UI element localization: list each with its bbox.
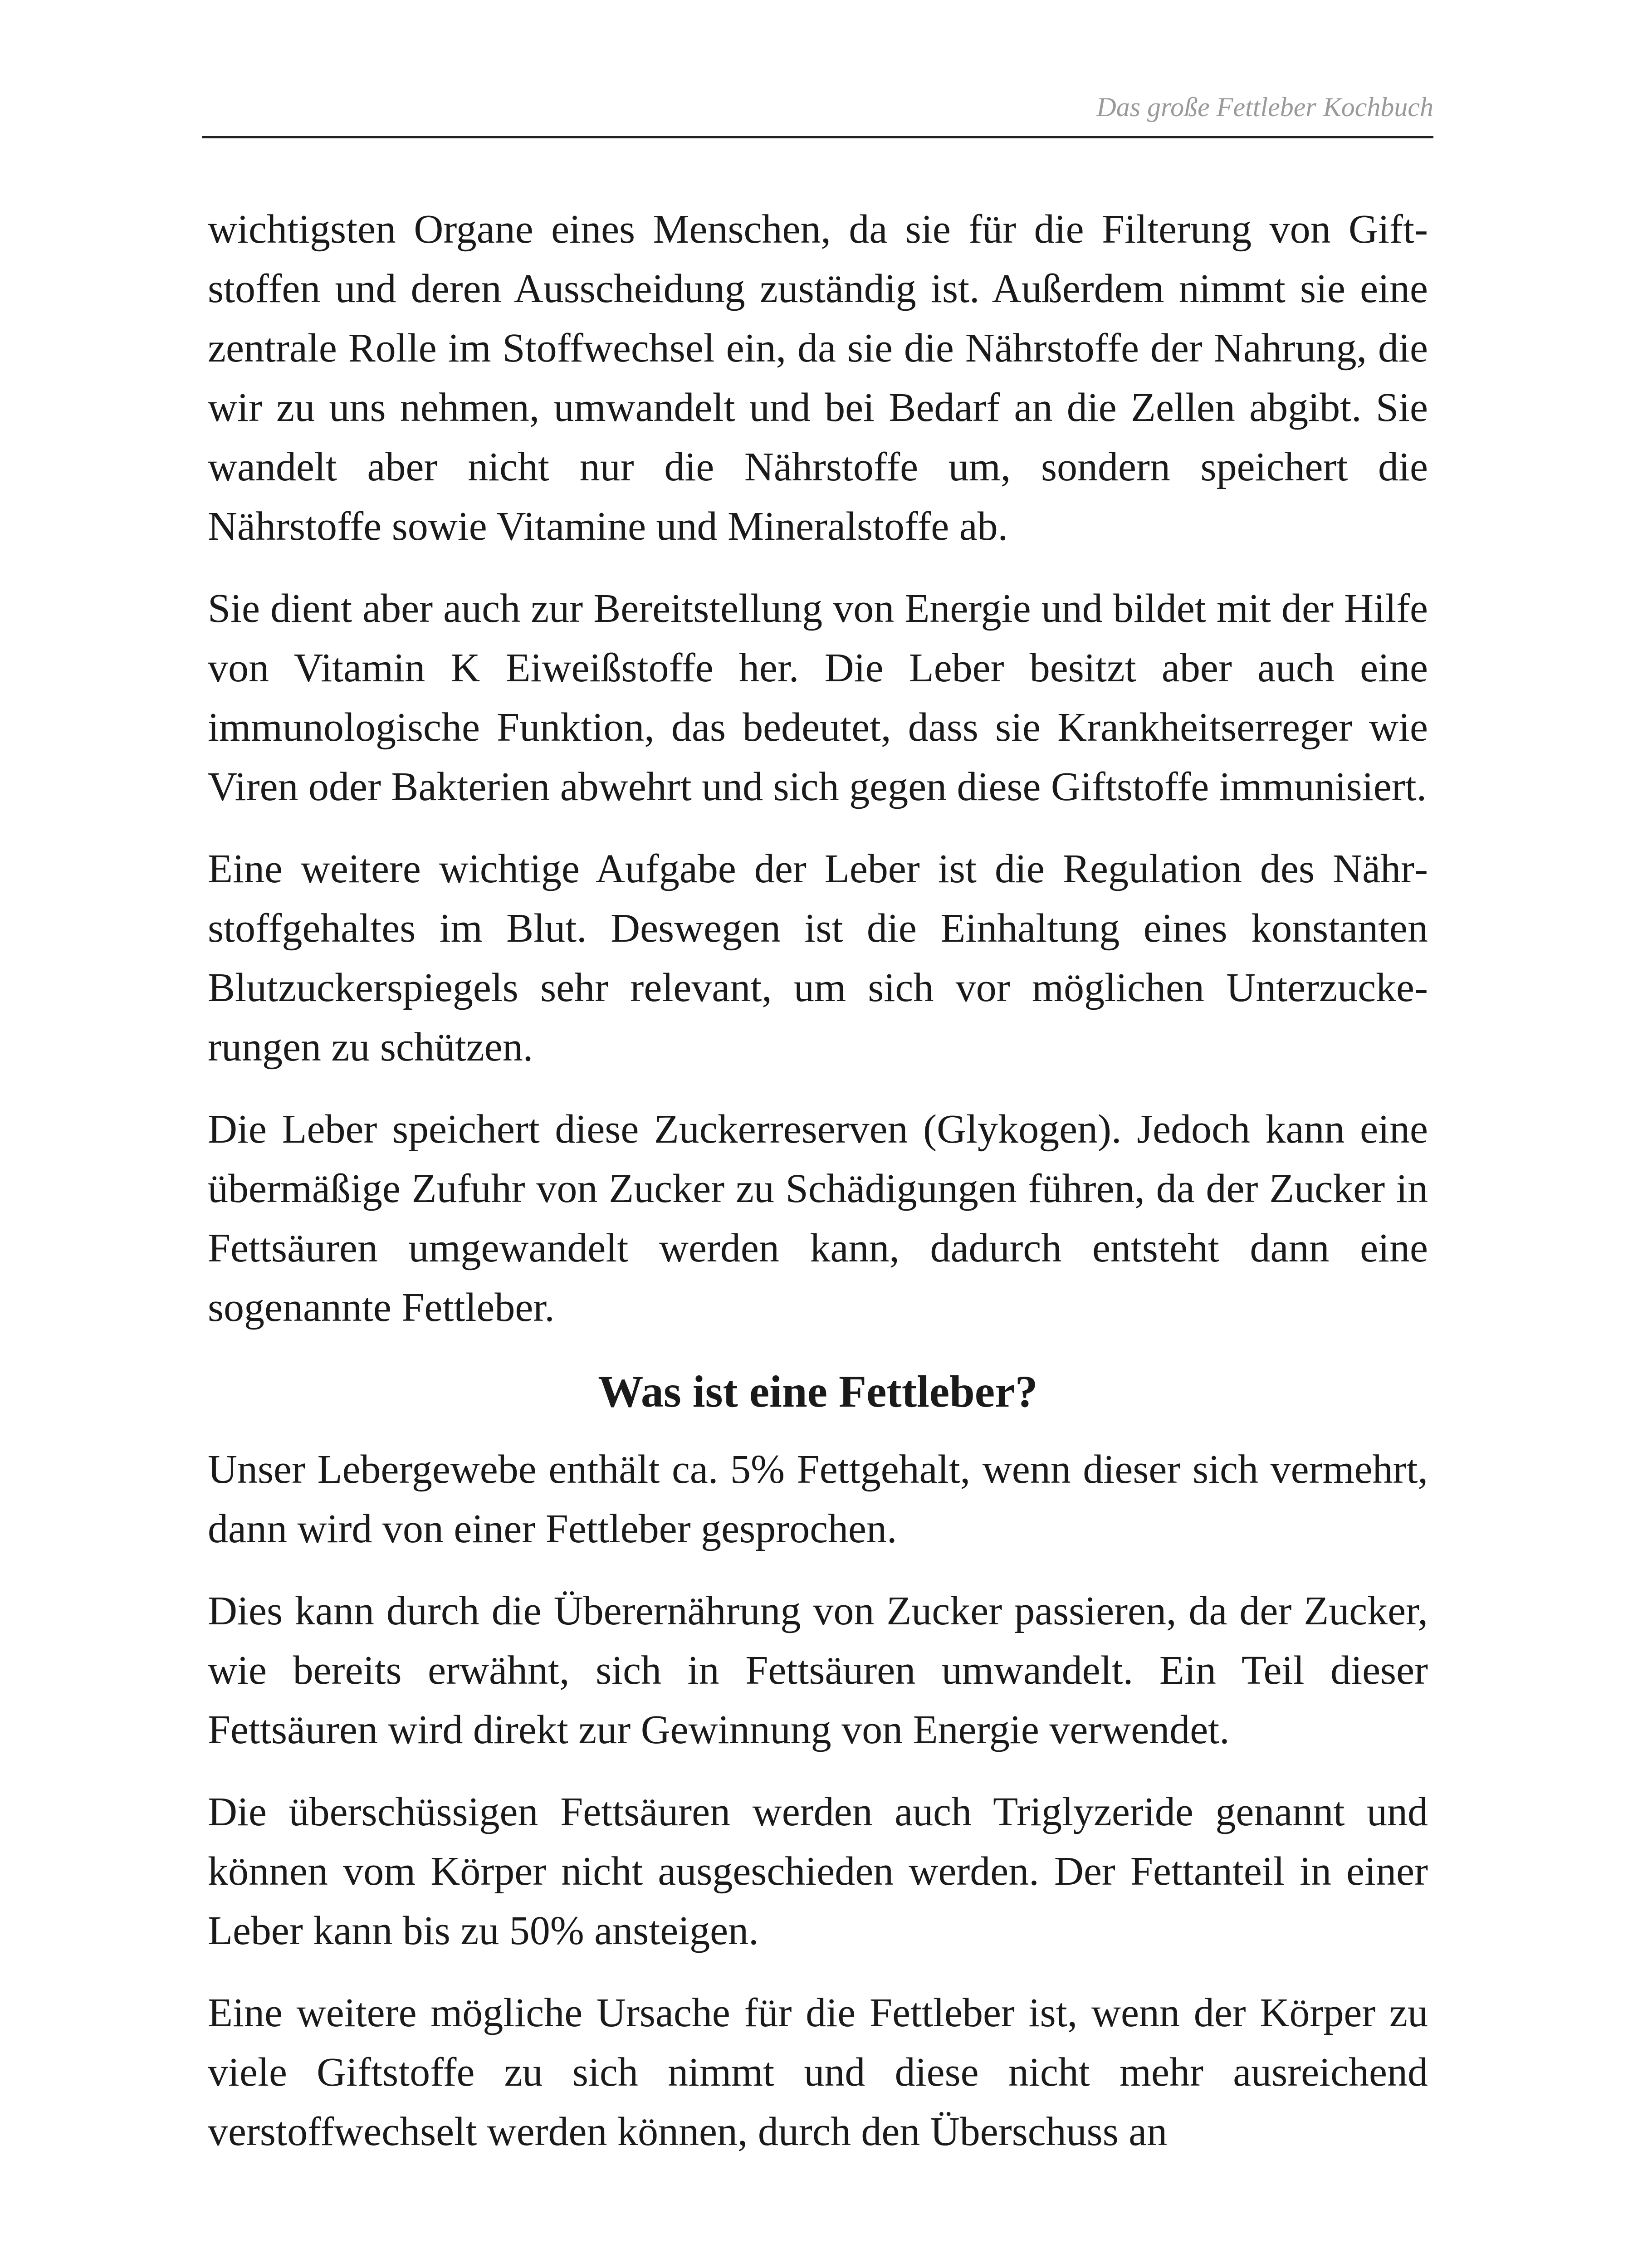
body-paragraph: Die Leber speichert diese Zuckerreserven (Glykogen). Jedoch kann eine übermäßige Zufuhr von Zucker zu Schädigungen führen, da der Zucker in Fettsäuren umgewandelt werden kann, dadurch entsteht dann eine sogenannte Fettleber. <box>208 1107 1428 1330</box>
running-header-title: Das große Fettleber Kochbuch <box>1096 92 1433 122</box>
body-paragraph: wichtigsten Organe eines Menschen, da sie für die Filterung von Giftstoffen und deren Ausscheidung zuständig ist. Außerdem nimmt sie eine zentrale Rolle im Stoffwechsel ein, da sie die Nährstoffe der Nahrung, die wir zu uns nehmen, umwandelt und bei Bedarf an die Zellen abgibt. Sie wandelt aber nicht nur die Nährstoffe um, sondern speichert die Nährstoffe sowie Vitamine und Mineralstoffe ab. <box>208 207 1428 549</box>
page-body <box>208 200 1428 2184</box>
header-rule <box>202 136 1433 138</box>
body-paragraph: Dies kann durch die Überernährung von Zucker passieren, da der Zucker, wie bereits erwähnt, sich in Fettsäuren umwandelt. Ein Teil dieser Fettsäuren wird direkt zur Gewinnung von Energie verwendet. <box>208 1589 1428 1752</box>
body-paragraph: Unser Lebergewebe enthält ca. 5% Fettgehalt, wenn dieser sich vermehrt, dann wird von einer Fettleber gesprochen. <box>208 1447 1428 1551</box>
body-paragraph: Die überschüssigen Fettsäuren werden auch Triglyzeride genannt und können vom Körper nicht ausgeschieden werden. Der Fettanteil in einer Leber kann bis zu 50% ansteigen. <box>208 1789 1428 1953</box>
body-paragraph: Sie dient aber auch zur Bereitstellung von Energie und bildet mit der Hilfe von Vitamin K Eiweißstoffe her. Die Leber besitzt aber auch eine immunologische Funktion, das bedeutet, dass sie Krankheitserreger wie Viren oder Bakterien abwehrt und sich gegen diese Giftstoffe immunisiert. <box>208 586 1428 809</box>
body-paragraph: Eine weitere mögliche Ursache für die Fettleber ist, wenn der Körper zu viele Giftstoffe zu sich nimmt und diese nicht mehr ausreichend verstoffwechselt werden können, durch den Überschuss an <box>208 1990 1428 2154</box>
body-paragraph: Eine weitere wichtige Aufgabe der Leber ist die Regulation des Nährstoffgehaltes im Blut. Deswegen ist die Einhaltung eines konstanten Blutzuckerspiegels sehr relevant, um sich vor möglichen Unterzuckerungen zu schützen. <box>208 846 1428 1070</box>
section-heading: Was ist eine Fettleber? <box>598 1366 1038 1417</box>
